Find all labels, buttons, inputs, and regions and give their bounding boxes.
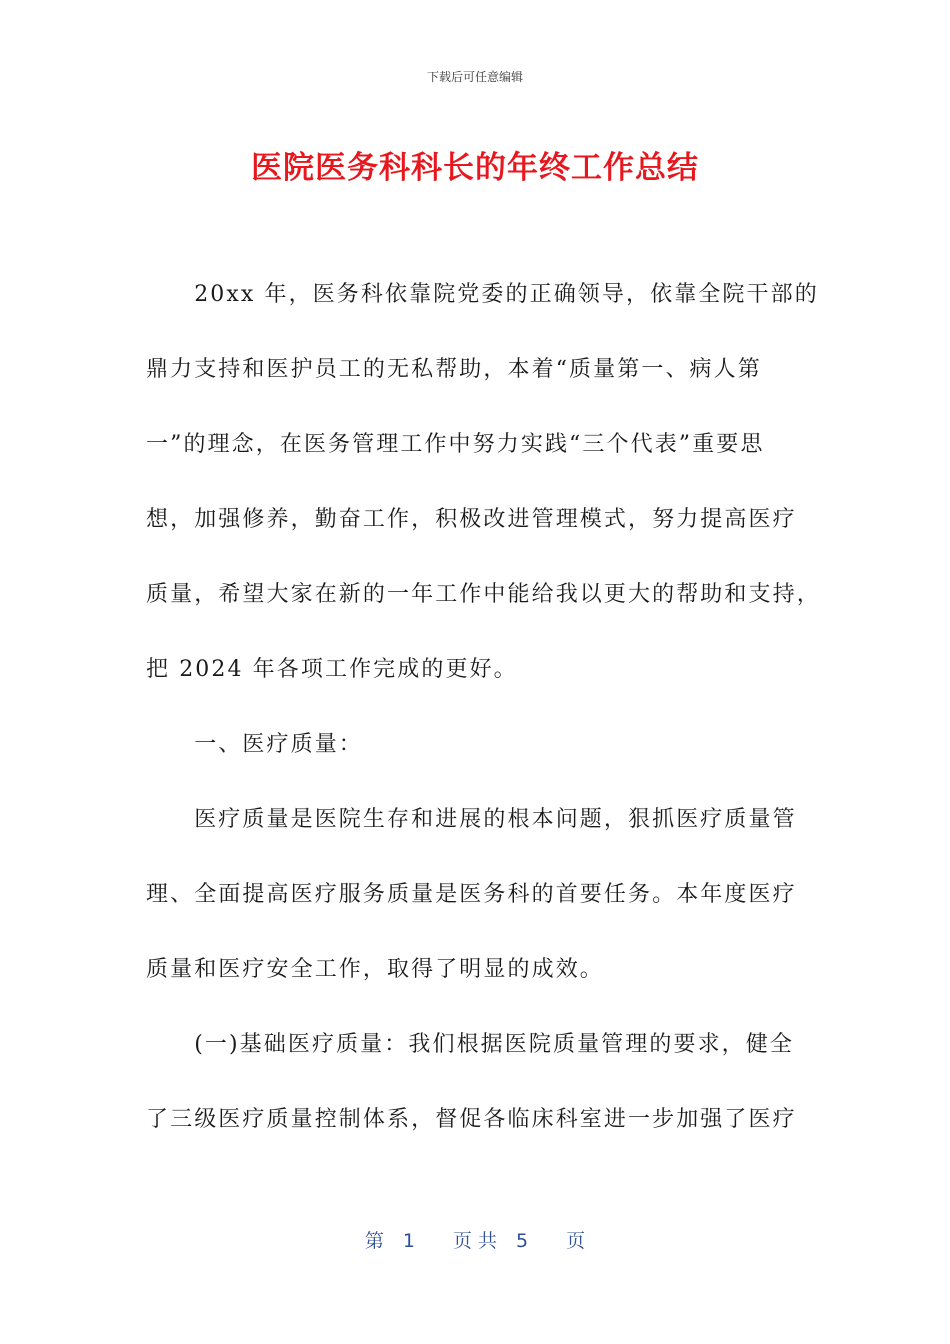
paragraph-line: 20xx 年，医务科依靠院党委的正确领导，依靠全院干部的 — [146, 282, 819, 307]
header-note: 下载后可任意编辑 — [426, 70, 523, 84]
paragraph-line: 医疗质量是医院生存和进展的根本问题，狠抓医疗质量管 — [146, 807, 797, 832]
paragraph-line: 质量，希望大家在新的一年工作中能给我以更大的帮助和支持， — [146, 582, 821, 607]
page-title: 医院医务科科长的年终工作总结 — [251, 150, 699, 186]
paragraph-line: 一”的理念，在医务管理工作中努力实践“三个代表”重要思 — [146, 432, 765, 457]
paragraph-line: 理、全面提高医疗服务质量是医务科的首要任务。本年度医疗 — [146, 882, 797, 907]
page-number-footer: 第 1 页 共 5 页 — [364, 1230, 586, 1252]
paragraph-line: 了三级医疗质量控制体系，督促各临床科室进一步加强了医疗 — [146, 1107, 797, 1132]
paragraph-line: 质量和医疗安全工作，取得了明显的成效。 — [146, 957, 604, 982]
paragraph-line: 鼎力支持和医护员工的无私帮助，本着“质量第一、病人第 — [146, 357, 762, 382]
paragraph-line: 想，加强修养，勤奋工作，积极改进管理模式，努力提高医疗 — [146, 507, 797, 532]
paragraph-line: 把 2024 年各项工作完成的更好。 — [146, 657, 518, 682]
section-heading: 一、医疗质量： — [146, 732, 363, 757]
paragraph-line: (一)基础医疗质量：我们根据医院质量管理的要求，健全 — [146, 1032, 794, 1057]
